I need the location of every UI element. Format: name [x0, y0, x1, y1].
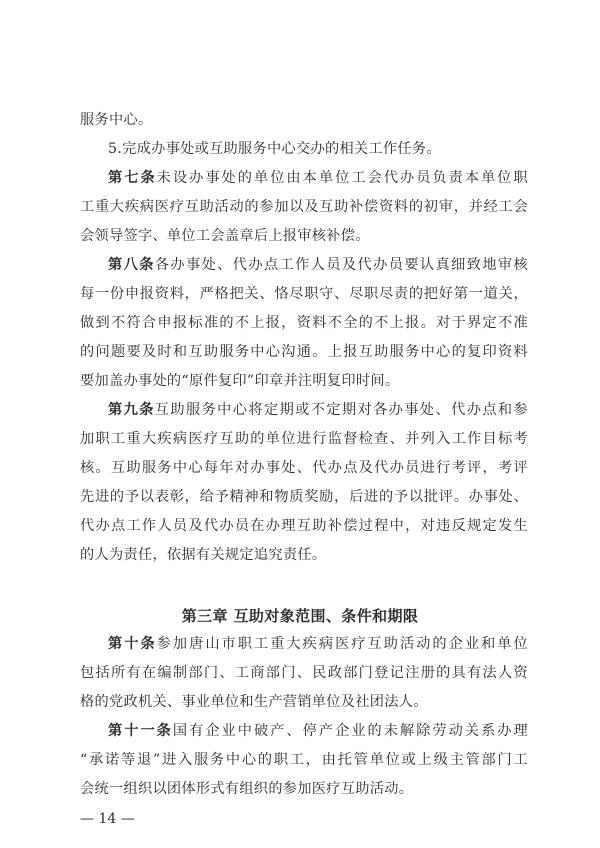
article-label: 第十条 [108, 636, 157, 652]
article-11-first-line [108, 721, 528, 741]
text-line [80, 284, 528, 304]
line-text: 会领导签字、单位工会盖章后上报审核补偿。 [80, 228, 370, 244]
text-line [80, 516, 528, 536]
text-line [108, 139, 528, 159]
chapter-title: 第三章 互助对象范围、条件和期限 [181, 607, 419, 625]
text-line [80, 487, 528, 507]
line-text: 每一份申报资料，严格把关、恪尽职守、尽职尽责的把好第一道关， [80, 286, 528, 302]
line-text: 代办点工作人员及代办员在办理互助补偿过程中，对违反规定发生 [80, 518, 528, 534]
text-line [80, 458, 528, 478]
line-text: 参加唐山市职工重大疾病医疗互助活动的企业和单位 [156, 636, 529, 652]
line-text: 的问题要及时和互助服务中心沟通。上报互助服务中心的复印资料 [80, 344, 528, 360]
line-text: 互助服务中心将定期或不定期对各办事处、代办点和参 [154, 402, 529, 418]
line-text: 做到不符合申报标准的不上报，资料不全的不上报。对于界定不准 [80, 315, 528, 331]
article-7-first-line [108, 168, 528, 188]
line-text: 核。互助服务中心每年对办事处、代办点及代办员进行考评，考评 [80, 460, 528, 476]
line-text: 先进的予以表彰，给予精神和物质奖励，后进的予以批评。办事处、 [80, 489, 528, 505]
page-number: — 14 — [80, 811, 135, 827]
line-text: 加职工重大疾病医疗互助的单位进行监督检查、并列入工作目标考 [80, 431, 528, 447]
line-text: 包括所有在编制部门、工商部门、民政部门登记注册的具有法人资 [80, 665, 528, 681]
line-text: 国有企业中破产、停产企业的未解除劳动关系办理 [172, 723, 528, 739]
article-label: 第九条 [108, 402, 155, 418]
line-text: 各办事处、代办点工作人员及代办员要认真细致地审核 [154, 257, 529, 273]
line-text: 的人为责任，依据有关规定追究责任。 [80, 547, 327, 563]
line-text: 要加盖办事处的“原件复印”印章并注明复印时间。 [80, 373, 400, 389]
line-text: 5.完成办事处或互助服务中心交办的相关工作任务。 [108, 141, 441, 157]
text-line [80, 371, 528, 391]
text-line [80, 779, 528, 799]
text-line [80, 663, 528, 683]
article-8-first-line [108, 255, 528, 275]
article-label: 第七条 [108, 170, 157, 186]
article-10-first-line [108, 634, 528, 654]
article-label: 第八条 [108, 257, 155, 273]
text-line [80, 226, 528, 246]
line-text: 服务中心。 [80, 112, 153, 128]
article-9-first-line [108, 400, 528, 420]
text-line [80, 313, 528, 333]
line-text: “承诺等退”进入服务中心的职工，由托管单位或上级主管部门工 [80, 752, 528, 768]
text-line [80, 750, 528, 770]
line-text: 未设办事处的单位由本单位工会代办员负责本单位职 [156, 170, 529, 186]
text-line [80, 110, 528, 130]
text-line [80, 197, 528, 217]
article-label: 第十一条 [108, 723, 173, 739]
text-line [80, 545, 528, 565]
line-text: 会统一组织以团体形式有组织的参加医疗互助活动。 [80, 781, 414, 797]
text-line [80, 342, 528, 362]
line-text: 格的党政机关、事业单位和生产营销单位及社团法人。 [80, 694, 428, 710]
line-text: 工重大疾病医疗互助活动的参加以及互助补偿资料的初审，并经工会 [80, 199, 528, 215]
text-line [80, 429, 528, 449]
text-line [80, 692, 528, 712]
